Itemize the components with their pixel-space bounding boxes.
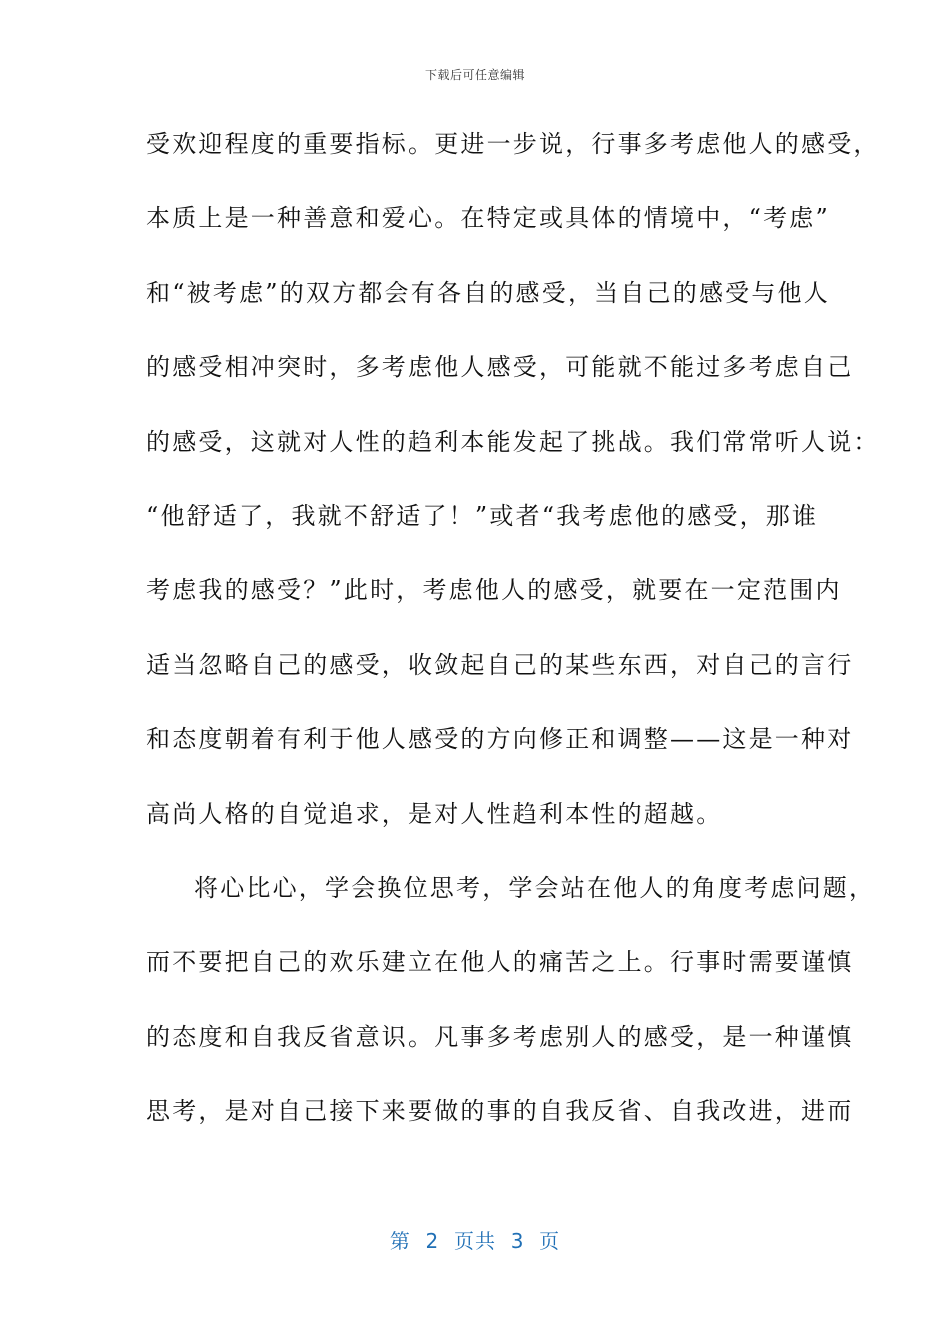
text-line: “他舒适了，我就不舒适了！”或者“我考虑他的感受，那谁 [146,501,819,530]
document-body [146,124,880,1165]
text-line: 的态度和自我反省意识。凡事多考虑别人的感受，是一种谨慎 [146,1022,854,1051]
text-line: 和“被考虑”的双方都会有各自的感受，当自己的感受与他人 [146,278,830,307]
text-line: 而不要把自己的欢乐建立在他人的痛苦之上。行事时需要谨慎 [146,948,854,977]
text-line: 考虑我的感受？”此时，考虑他人的感受，就要在一定范围内 [146,576,842,605]
page-number-footer: 第 2 页共 3 页 [389,1229,561,1253]
text-line: 和态度朝着有利于他人感受的方向修正和调整——这是一种对 [146,725,854,754]
text-line: 的感受，这就对人性的趋利本能发起了挑战。我们常常听人说： [146,427,880,456]
text-line: 思考，是对自己接下来要做的事的自我反省、自我改进，进而 [146,1097,854,1126]
text-line: 本质上是一种善意和爱心。在特定或具体的情境中，“考虑” [146,204,830,233]
paragraph-start-line: 将心比心，学会换位思考，学会站在他人的角度考虑问题， [194,873,876,902]
text-line: 高尚人格的自觉追求，是对人性趋利本性的超越。 [146,799,723,828]
text-line: 的感受相冲突时，多考虑他人感受，可能就不能过多考虑自己 [146,353,854,382]
text-line: 适当忽略自己的感受，收敛起自己的某些东西，对自己的言行 [146,650,854,679]
text-line: 受欢迎程度的重要指标。更进一步说，行事多考虑他人的感受， [146,130,880,158]
page-header: 下载后可任意编辑 [424,68,525,82]
